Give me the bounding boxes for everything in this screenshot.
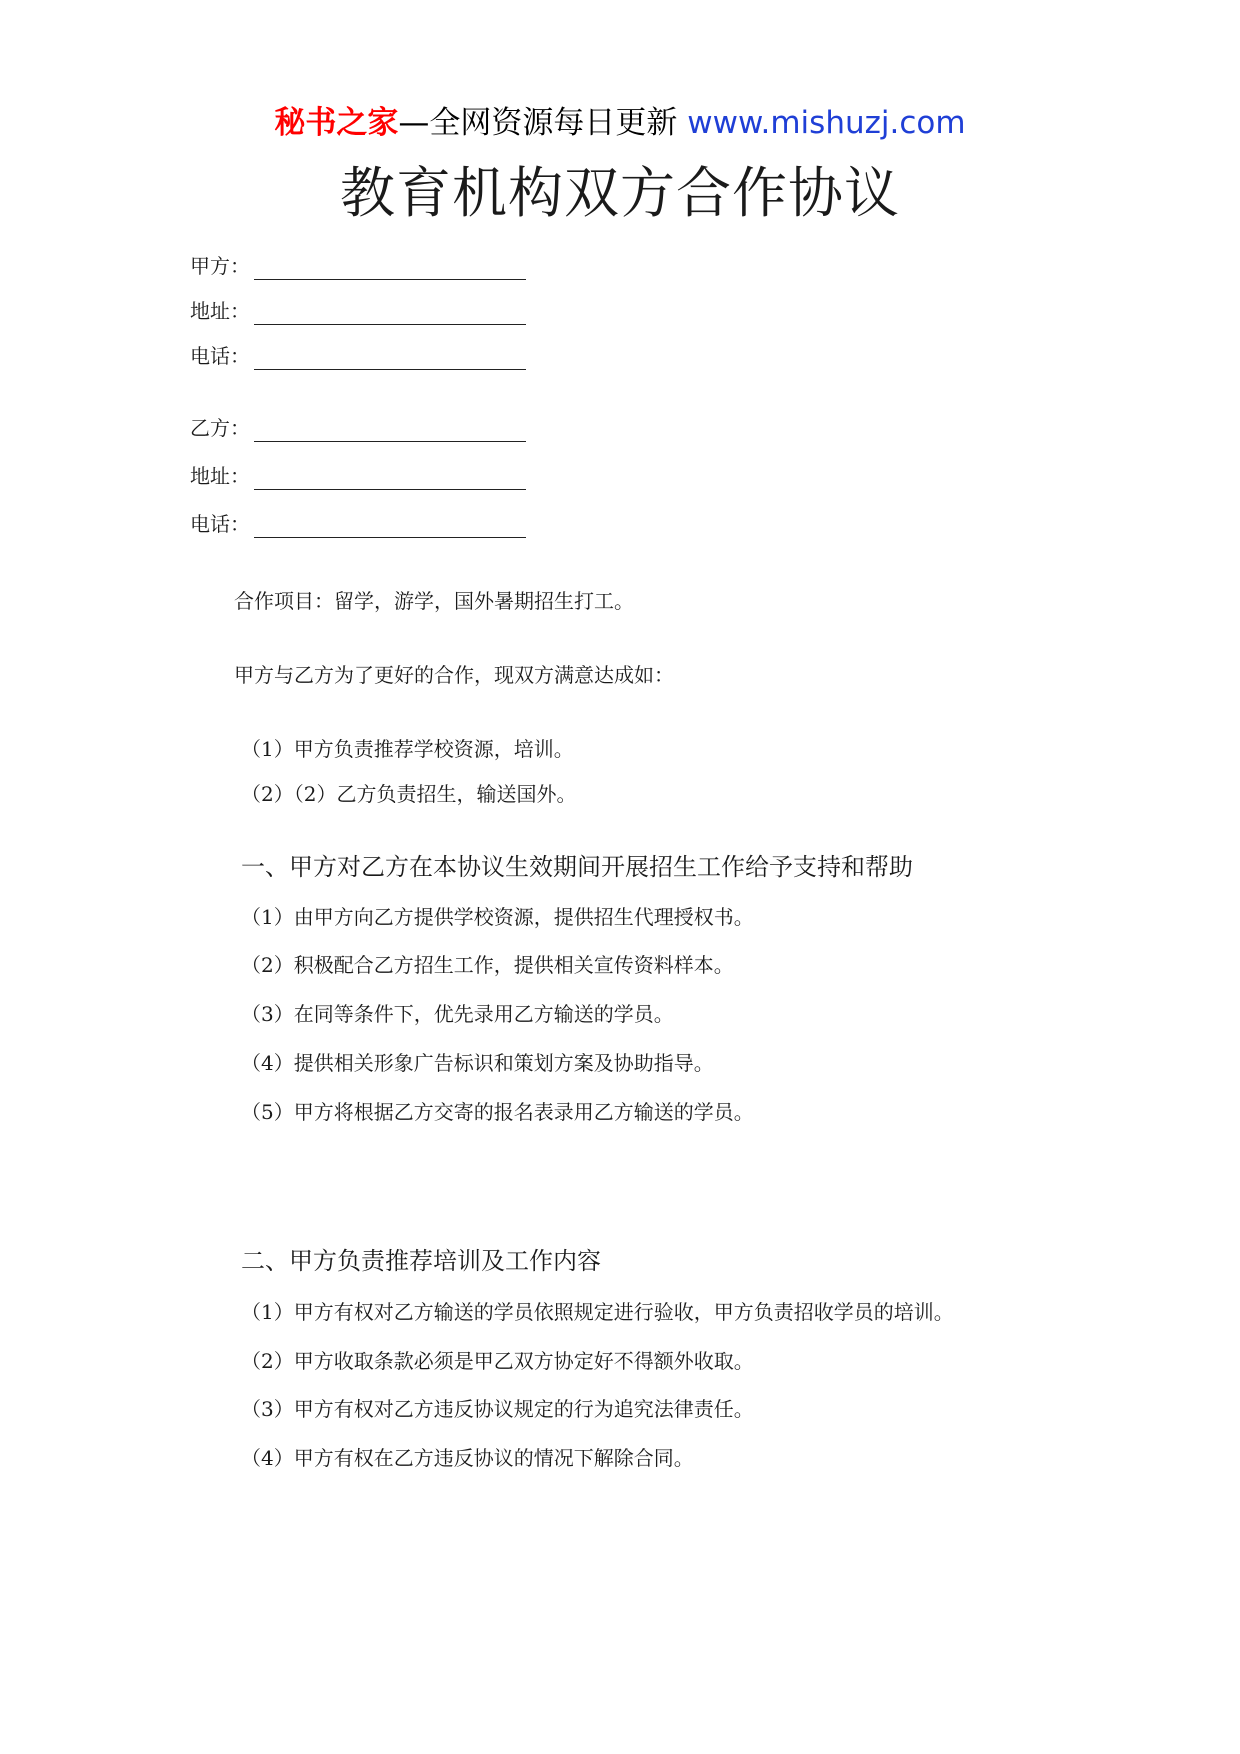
party-b-name-blank bbox=[254, 419, 526, 442]
party-a-phone-field bbox=[190, 342, 526, 370]
section-2-item: （4）甲方有权在乙方违反协议的情况下解除合同。 bbox=[241, 1446, 694, 1470]
duty-item: （2）（2）乙方负责招生，输送国外。 bbox=[241, 782, 577, 806]
party-a-address-label: 地址： bbox=[190, 299, 250, 323]
section-2-item: （2）甲方收取条款必须是甲乙双方协定好不得额外收取。 bbox=[241, 1349, 754, 1373]
party-a-name-blank bbox=[254, 257, 526, 280]
duty-item: （1）甲方负责推荐学校资源，培训。 bbox=[241, 737, 574, 761]
party-a-address-blank bbox=[254, 302, 526, 325]
party-b-address-field bbox=[190, 462, 526, 490]
section-2-item: （3）甲方有权对乙方违反协议规定的行为追究法律责任。 bbox=[241, 1397, 754, 1421]
section-1-item: （1）由甲方向乙方提供学校资源，提供招生代理授权书。 bbox=[241, 905, 754, 929]
section-2-item: （1）甲方有权对乙方输送的学员依照规定进行验收，甲方负责招收学员的培训。 bbox=[241, 1300, 954, 1324]
party-b-address-label: 地址： bbox=[190, 464, 250, 488]
party-a-name-label: 甲方： bbox=[190, 254, 250, 278]
party-b-phone-blank bbox=[254, 515, 526, 538]
section-1-item: （3）在同等条件下，优先录用乙方输送的学员。 bbox=[241, 1002, 674, 1026]
party-b-name-field bbox=[190, 414, 526, 442]
section-1-item: （2）积极配合乙方招生工作，提供相关宣传资料样本。 bbox=[241, 953, 734, 977]
agreement-statement: 甲方与乙方为了更好的合作，现双方满意达成如： bbox=[234, 663, 674, 687]
section-1-item: （4）提供相关形象广告标识和策划方案及协助指导。 bbox=[241, 1051, 714, 1075]
party-b-address-blank bbox=[254, 467, 526, 490]
section-1-item: （5）甲方将根据乙方交寄的报名表录用乙方输送的学员。 bbox=[241, 1100, 754, 1124]
section-2-heading: 二、甲方负责推荐培训及工作内容 bbox=[241, 1247, 601, 1275]
brand-name: 秘书之家 bbox=[274, 105, 399, 141]
party-a-address-field bbox=[190, 297, 526, 325]
party-a-phone-label: 电话： bbox=[190, 344, 250, 368]
party-b-phone-label: 电话： bbox=[190, 512, 250, 536]
site-header bbox=[0, 103, 1240, 143]
header-tagline: —全网资源每日更新 bbox=[398, 105, 678, 141]
document-title: 教育机构双方合作协议 bbox=[339, 161, 900, 225]
cooperation-project: 合作项目：留学，游学，国外暑期招生打工。 bbox=[234, 589, 634, 613]
party-b-phone-field bbox=[190, 510, 526, 538]
party-b-name-label: 乙方： bbox=[190, 416, 250, 440]
section-1-heading: 一、甲方对乙方在本协议生效期间开展招生工作给予支持和帮助 bbox=[241, 853, 913, 881]
party-a-phone-blank bbox=[254, 347, 526, 370]
site-url-link[interactable]: www.mishuzj.com bbox=[687, 105, 966, 141]
party-a-name-field bbox=[190, 252, 526, 280]
